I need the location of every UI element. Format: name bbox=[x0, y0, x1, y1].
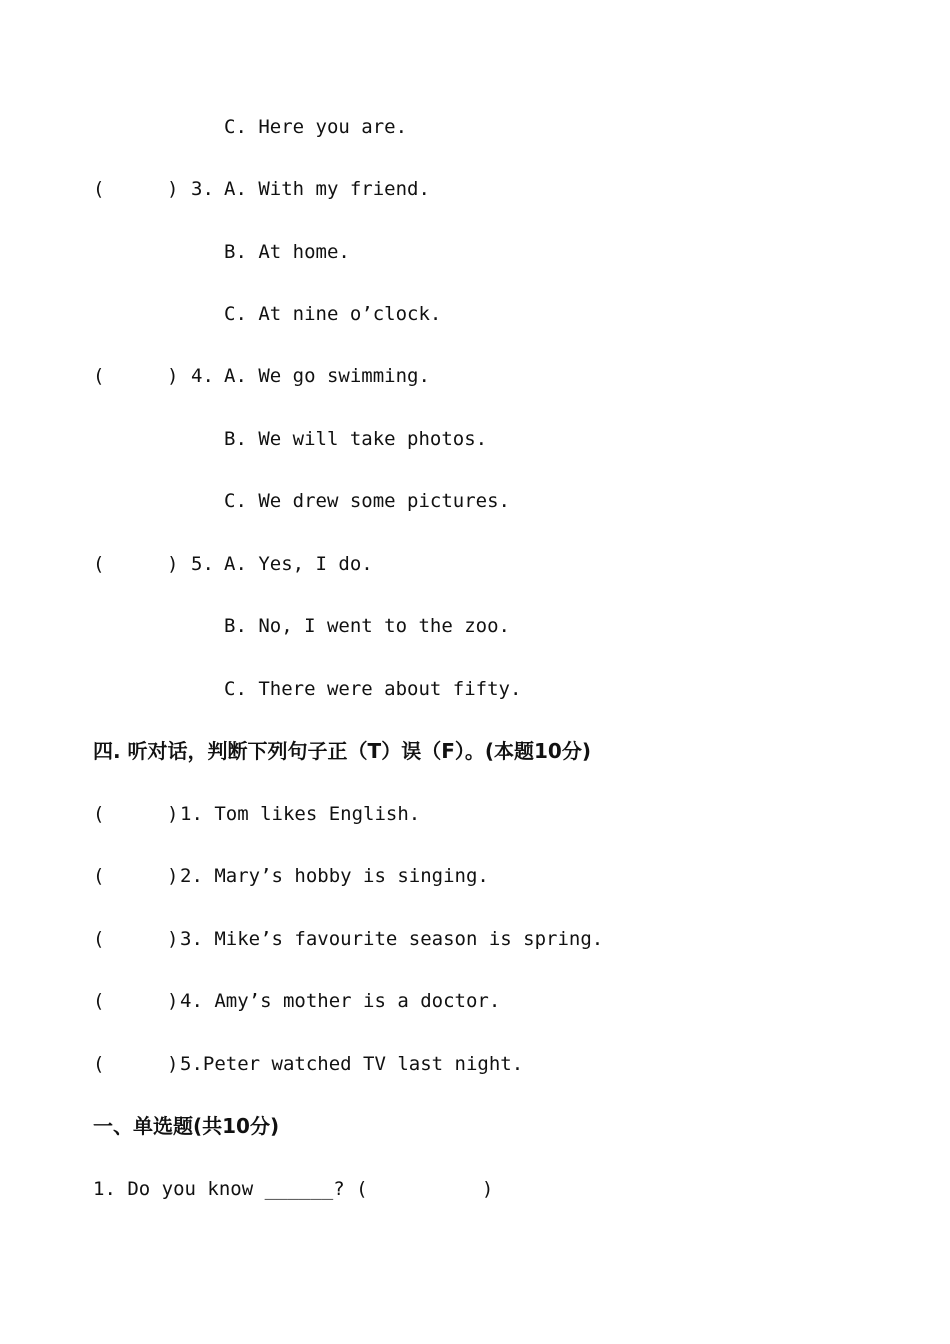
q5-number: 5. bbox=[191, 553, 214, 575]
q4-option-c: C. We drew some pictures. bbox=[224, 490, 510, 512]
open-paren: ( bbox=[93, 803, 105, 825]
close-paren: ) bbox=[167, 553, 179, 575]
close-paren: ) bbox=[167, 865, 179, 887]
close-paren: ) bbox=[167, 990, 179, 1012]
q5-option-a: A. Yes, I do. bbox=[224, 553, 373, 575]
tf-item-4: 4. Amy’s mother is a doctor. bbox=[180, 990, 501, 1012]
tf-item-5: 5.Peter watched TV last night. bbox=[180, 1053, 524, 1075]
single-choice-q1: 1. Do you know ______? ( ) bbox=[93, 1178, 494, 1200]
q3-number: 3. bbox=[191, 178, 214, 200]
close-paren: ) bbox=[167, 803, 179, 825]
close-paren: ) bbox=[167, 178, 179, 200]
close-paren: ) bbox=[167, 1053, 179, 1075]
open-paren: ( bbox=[93, 178, 105, 200]
open-paren: ( bbox=[93, 865, 105, 887]
close-paren: ) bbox=[167, 365, 179, 387]
q5-option-b: B. No, I went to the zoo. bbox=[224, 615, 510, 637]
q4-number: 4. bbox=[191, 365, 214, 387]
q3-option-a: A. With my friend. bbox=[224, 178, 430, 200]
open-paren: ( bbox=[93, 553, 105, 575]
open-paren: ( bbox=[93, 990, 105, 1012]
tf-item-1: 1. Tom likes English. bbox=[180, 803, 421, 825]
tf-item-2: 2. Mary’s hobby is singing. bbox=[180, 865, 489, 887]
open-paren: ( bbox=[93, 928, 105, 950]
open-paren: ( bbox=[93, 365, 105, 387]
close-paren: ) bbox=[167, 928, 179, 950]
q4-option-b: B. We will take photos. bbox=[224, 428, 488, 450]
q3-option-c: C. At nine o’clock. bbox=[224, 303, 442, 325]
section1-heading: 一、单选题(共10分) bbox=[93, 1114, 280, 1138]
section4-heading: 四. 听对话，判断下列句子正（T）误（F）。(本题10分) bbox=[93, 739, 591, 763]
tf-item-3: 3. Mike’s favourite season is spring. bbox=[180, 928, 604, 950]
q5-option-c: C. There were about fifty. bbox=[224, 678, 522, 700]
q2-option-c: C. Here you are. bbox=[224, 116, 408, 138]
q4-option-a: A. We go swimming. bbox=[224, 365, 430, 387]
open-paren: ( bbox=[93, 1053, 105, 1075]
q3-option-b: B. At home. bbox=[224, 241, 350, 263]
